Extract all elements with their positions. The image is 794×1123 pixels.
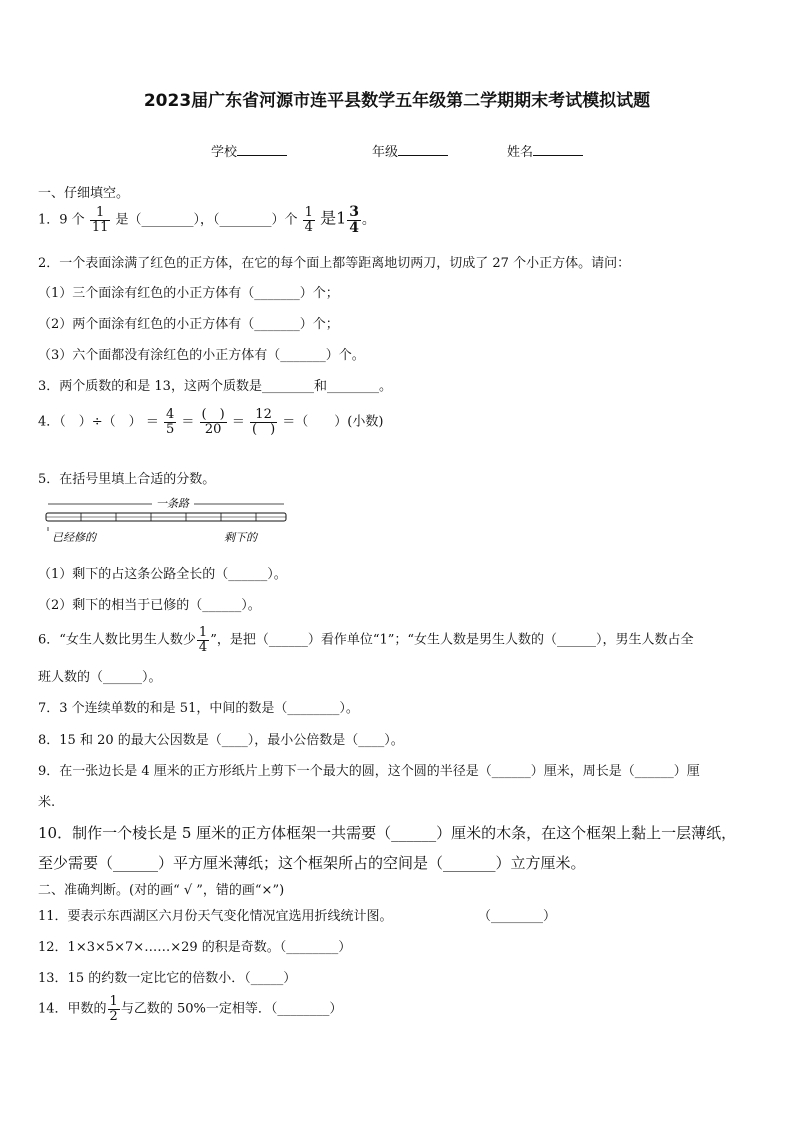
q4-equals-2: ＝ [181,414,195,430]
q4-fraction-12-blank: $\frac{12}{( )}$ [252,407,276,437]
q14-fraction-1-2: $\frac{1}{2}$ [109,994,118,1024]
road-label-top: 一条路 [156,497,189,510]
road-diagram [44,494,294,550]
name-label: 姓名 [507,145,534,160]
question-8: 8．15 和 20 的最大公因数是（____），最小公倍数是（____）。 [38,733,404,748]
q1-text-d: 。 [362,212,376,228]
q4-equals-3: ＝ [231,414,245,430]
question-3: 3．两个质数的和是 13，这两个质数是________和________。 [38,379,392,394]
q4-text-tail: ＝（ ）(小数) [282,414,384,430]
school-label: 学校 [211,145,238,160]
q4-equals-1: ＝ [145,414,159,430]
question-11 [38,905,393,924]
question-2-stem: 2．一个表面涂满了红色的正方体，在它的每个面上都等距离地切两刀，切成了 27 个小正方体。请问： [38,256,631,271]
question-2-part-1: （1）三个面涂有红色的小正方体有（_______）个； [38,286,339,301]
q4-text-a: 4．（ ）÷（ ） [38,414,142,430]
q14-text-a: 14．甲数的 [38,1001,107,1017]
question-2-part-3: （3）六个面都没有涂红色的小正方体有（_______）个。 [38,348,365,363]
name-blank[interactable] [533,141,583,156]
q1-fraction-1-11: $\frac{1}{11}$ [91,205,109,235]
question-14 [38,995,342,1023]
question-10-line-2: 至少需要（______）平方厘米薄纸；这个框架所占的空间是（_______）立方厘米。 [38,854,586,872]
grade-blank[interactable] [398,141,448,156]
q4-fraction-4-5: $\frac{4}{5}$ [165,407,175,437]
question-6-line-1 [38,626,694,654]
question-13: 13．15 的约数一定比它的倍数小．（_____） [38,971,297,986]
question-5-part-2: （2）剩下的相当于已修的（______）。 [38,598,261,613]
q11-text: 11．要表示东西湖区六月份天气变化情况宜选用折线统计图。 [38,909,393,924]
road-label-built: 已经修的 [52,531,96,544]
grade-field [372,141,448,160]
grade-label: 年级 [372,145,399,160]
school-field [211,141,287,160]
question-7: 7．3 个连续单数的和是 51，中间的数是（________）。 [38,701,359,716]
question-5-part-1: （1）剩下的占这条公路全长的（______）。 [38,567,287,582]
section-1-heading: 一、仔细填空。 [38,186,130,201]
road-label-remaining: 剩下的 [224,531,257,544]
question-4 [38,408,383,436]
q6-fraction-1-4: $\frac{1}{4}$ [198,625,208,655]
q6-text-a: 6．“女生人数比男生人数少 [38,632,196,648]
school-blank[interactable] [237,141,287,156]
q1-fraction-3-4: $\frac{3}{4}$ [349,204,360,236]
q1-fraction-1-4: $\frac{1}{4}$ [304,205,313,235]
q1-text-a: 1．9 个 [38,212,85,228]
question-5-stem: 5．在括号里填上合适的分数。 [38,472,216,487]
question-11-answer[interactable]: （________） [478,909,557,924]
question-9-line-1: 9．在一张边长是 4 厘米的正方形纸片上剪下一个最大的圆，这个圆的半径是（______）厘米，周长是（______）厘 [38,764,700,779]
question-6-line-2: 班人数的（______）。 [38,670,162,685]
name-field [507,141,583,160]
page-title: 2023届广东省河源市连平县数学五年级第二学期期末考试模拟试题 [143,91,651,111]
question-10-line-1: 10．制作一个棱长是 5 厘米的正方体框架一共需要（______）厘米的木条，在这个框架上黏上一层薄纸， [38,824,737,842]
question-9-line-2: 米. [38,795,56,810]
q1-text-b: 是（________），（________）个 [115,212,298,228]
section-2-heading: 二、准确判断。(对的画“ √ ”，错的画“×”) [38,883,285,898]
question-2-part-2: （2）两个面涂有红色的小正方体有（_______）个； [38,317,339,332]
q4-fraction-blank-20: $\frac{( )}{20}$ [201,407,225,437]
q14-text-b: 与乙数的 50%一定相等．（________） [120,1001,343,1017]
question-1 [38,205,375,235]
q6-text-b: ”，是把（______）看作单位“1”；“女生人数是男生人数的（______），男生人数占全 [210,632,694,648]
question-12: 12．1×3×5×7×……×29 的积是奇数。（________） [38,940,352,955]
q1-text-c: 是1 [320,208,347,228]
